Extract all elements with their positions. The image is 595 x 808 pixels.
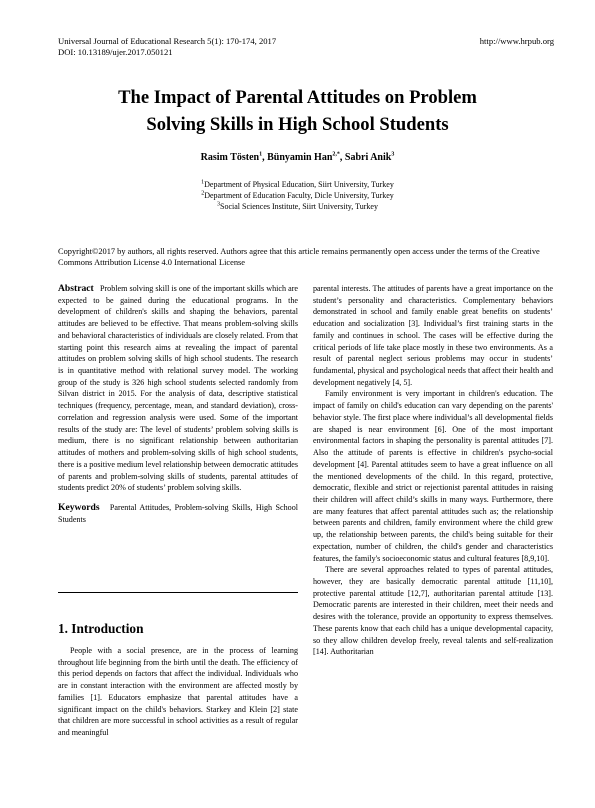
author-sup: 1 bbox=[259, 151, 263, 158]
author-name: Sabri Anik bbox=[344, 152, 392, 163]
keywords bbox=[58, 502, 298, 525]
title-line-1: The Impact of Parental Attitudes on Problem bbox=[118, 87, 477, 108]
right-column bbox=[313, 283, 553, 658]
journal-citation: Universal Journal of Educational Research 5(1): 170-174, 2017 bbox=[58, 36, 277, 46]
divider bbox=[58, 592, 298, 593]
copyright-notice: Copyright©2017 by authors, all rights reserved. Authors agree that this article remains permanently open access under the terms of the Creative Commons Attribution License 4.0 International License bbox=[58, 247, 540, 267]
abstract-text: Problem solving skill is one of the important skills which are expected to be gained during the educational programs. In the development of children's skills and shaping the behaviors, parental attitudes are believed to be effective. That means problem-solving skills and behavioral characteristics of individuals are closely related. From that starting point this research aims at revealing the impact of parental attitudes on problem solving skills of high school students. The research is in quantitative method with relational survey model. The working group of the study is 326 high school students selected randomly from Silvan district in 2015. For the analysis of data, descriptive statistical techniques (frequency, percentage, mean, and standard deviation), cross-correlation and regression analysis were used. Some of the important results of the study are: The level of students’ problem solving skills is medium, there is no significant relationship between authoritarian attitudes of mothers and problem-solving skills of high school students, there is a positive medium level relationship between democratic attitudes of parents and problem-solving skills of students, parental attitudes of students predict 20% of students’ problem solving skills. bbox=[58, 284, 298, 493]
author-list: Rasim Tösten$^1$, Bünyamin Han$^{2,*}$, Sabri Anik$^3$ bbox=[200, 151, 395, 163]
intro-column bbox=[58, 645, 298, 739]
abstract-label: Abstract bbox=[58, 283, 94, 294]
keywords-text: Parental Attitudes, Problem-solving Skills, High School Students bbox=[58, 502, 299, 524]
journal-url: http://www.hrpub.org bbox=[479, 36, 554, 46]
affiliation: $^1$Department of Physical Education, Siirt University, Turkey bbox=[201, 179, 394, 189]
affiliation: $^3$Social Sciences Institute, Siirt University, Turkey bbox=[217, 200, 378, 211]
body-paragraph: There are several approaches related to types of parental attitudes, however, they are basically democratic parental attitude [11,10], protective parental attitude [12,7], authoritarian parental attitude [13]. Democratic parents are interested in their children, meet their needs and desires with the tolerance, provide an opportunity to express themselves. These parents know that each child has a unique developmental capacity, so they allow children develop freely, reveal talents and self-realization [14]. Authoritarian bbox=[313, 565, 553, 657]
paper-title bbox=[40, 84, 555, 138]
keywords-label: Keywords bbox=[58, 501, 100, 513]
author-sup: 2,* bbox=[332, 151, 340, 158]
abstract bbox=[58, 283, 298, 494]
title-line-2: Solving Skills in High School Students bbox=[146, 114, 449, 135]
section-heading-introduction: 1. Introduction bbox=[58, 621, 144, 636]
left-column bbox=[58, 283, 298, 525]
intro-paragraph: People with a social presence, are in the process of learning throughout life beginning from the birth until the death. The efficiency of this period depends on factors that affect the individual. Individuals who are in constant interaction with the environment are affected mostly by families [1]. Educators emphasize that parental attitudes have a significant impact on the child's behaviors. Starkey and Klein [2] state that children are more successful in school activities as a result of regular and meaningful bbox=[58, 646, 298, 738]
author-sup: 3 bbox=[391, 151, 395, 158]
body-paragraph: Family environment is very important in children's education. The impact of family on child's education can vary depending on the parents' behavior style. The first place where individual’s all developmental fields are shaped is near environment [6]. One of the most important environmental factors in shaping the personality is parental attitudes [7]. Also the attitude of parents is effective in children's psycho-social development [4]. Parental attitudes seem to have a great influence on all the mentioned developments of the child. In this regard, protective, democratic, flexible and strict or rejectionist parental attitudes in raising their children will affect child’s skills in many ways. Furthermore, there are many features that affect parental attitudes such as; the relationship between parents and children, family environment where the child grew up, the relationship between parents, the child's being suitable for their expectation, number of children, the child's gender and characteristics features, the family's socioeconomic status and cultural features [8,9,10]. bbox=[313, 389, 553, 563]
author-name: Bünyamin Han bbox=[267, 152, 333, 163]
author-name: Rasim Tösten bbox=[200, 152, 260, 163]
affiliations bbox=[40, 180, 555, 212]
body-paragraph: parental interests. The attitudes of parents have a great importance on the student’s personality and characteristics. Complementary behaviors demonstrated in school and family enable great benefits on students’ education and socialization [3]. Individual’s first training starts in the family and continues in school. The cases will be effective during the critical periods of life take place mostly in these two environments. As a result of parental neglect serious problems may occur in students’ fundamental, physical and psychological needs that affect their health and development negatively [4, 5]. bbox=[313, 284, 553, 387]
doi: DOI: 10.13189/ujer.2017.050121 bbox=[58, 47, 173, 57]
affiliation: $^2$Department of Education Faculty, Dicle University, Turkey bbox=[201, 190, 394, 200]
